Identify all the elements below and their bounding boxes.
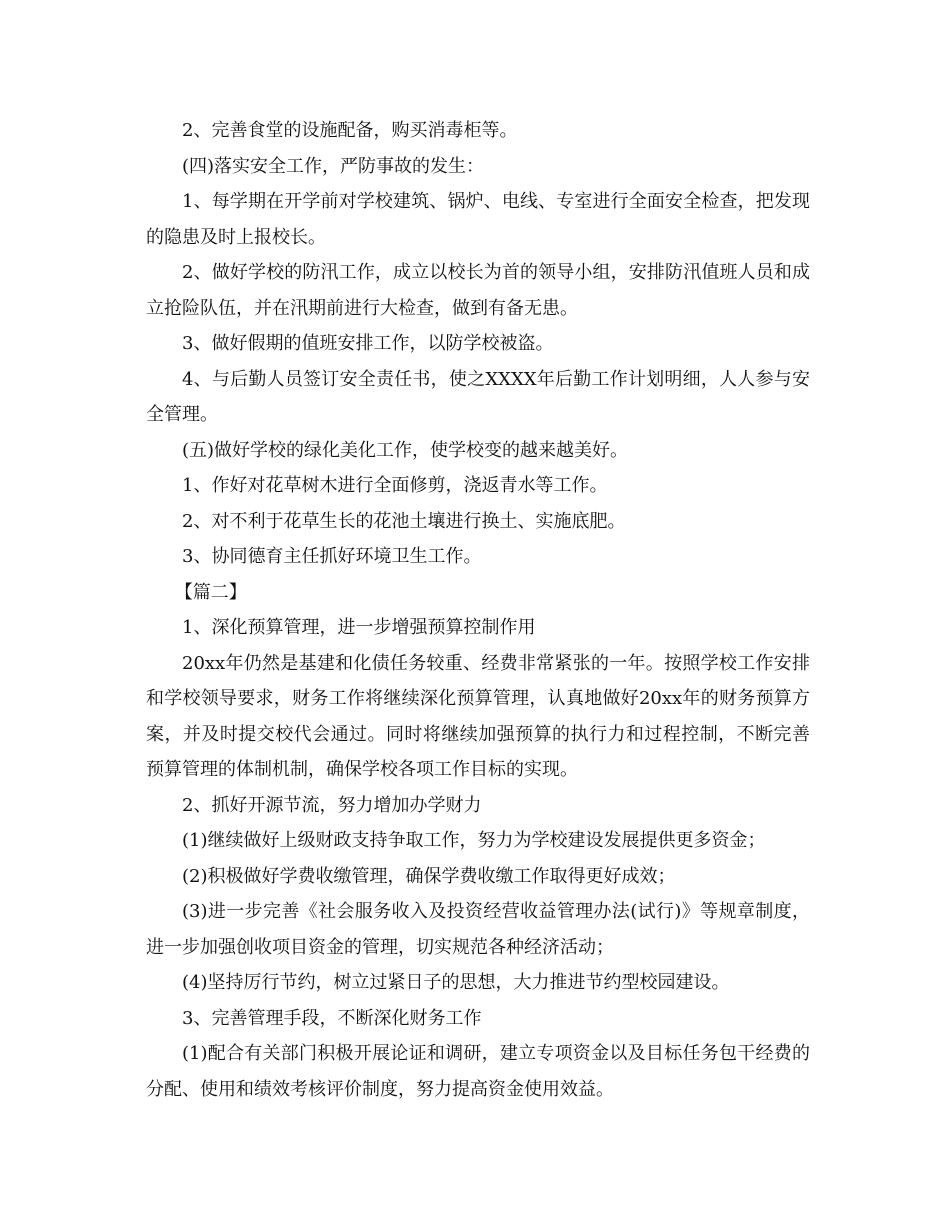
paragraph: (4)坚持厉行节约，树立过紧日子的思想，大力推进节约型校园建设。	[182, 972, 730, 993]
section-heading: (五)做好学校的绿化美化工作，使学校变的越来越美好。	[182, 439, 629, 461]
section-heading: 3、完善管理手段，不断深化财务工作	[182, 1007, 482, 1029]
paragraph: 20xx年仍然是基建和化债任务较重、经费非常紧张的一年。按照学校工作安排和学校领导要求，财务工作将继续深化预算管理，认真地做好20xx年的财务预算方案，并及时提交校代会通过。同时将继续加强预算的执行力和过程控制，不断完善预算管理的体制机制，确保学校各项工作目标的实现。	[146, 652, 810, 780]
paragraph: (1)配合有关部门积极开展论证和调研，建立专项资金以及目标任务包干经费的分配、使用和绩效考核评价制度，努力提高资金使用效益。	[146, 1043, 810, 1100]
paragraph: (1)继续做好上级财政支持争取工作，努力为学校建设发展提供更多资金；	[182, 830, 766, 851]
paragraph: 1、作好对花草树木进行全面修剪，浇返青水等工作。	[182, 475, 608, 496]
paragraph: 3、做好假期的值班安排工作，以防学校被盗。	[182, 333, 554, 354]
paragraph: 3、协同德育主任抓好环境卫生工作。	[182, 546, 482, 567]
paragraph: 2、做好学校的防汛工作，成立以校长为首的领导小组，安排防汛值班人员和成立抢险队伍，并在汛期前进行大检查，做到有备无患。	[146, 262, 810, 319]
document-body	[146, 113, 810, 1107]
paragraph: 2、完善食堂的设施配备，购买消毒柜等。	[182, 120, 518, 141]
section-heading: (四)落实安全工作，严防事故的发生：	[182, 155, 485, 177]
paragraph: 2、对不利于花草生长的花池土壤进行换土、实施底肥。	[182, 510, 626, 532]
paragraph: (3)进一步完善《社会服务收入及投资经营收益管理办法(试行)》等规章制度，进一步加强创收项目资金的管理，切实规范各种经济活动；	[146, 901, 810, 958]
paragraph: 4、与后勤人员签订安全责任书，使之XXXX年后勤工作计划明细，人人参与安全管理。	[146, 368, 810, 425]
section-heading: 1、深化预算管理，进一步增强预算控制作用	[182, 617, 536, 638]
paragraph: (2)积极做好学费收缴管理，确保学费收缴工作取得更好成效；	[182, 865, 676, 887]
paragraph: 1、每学期在开学前对学校建筑、锅炉、电线、专室进行全面安全检查，把发现的隐患及时上报校长。	[146, 191, 810, 248]
section-heading: 2、抓好开源节流，努力增加办学财力	[182, 794, 482, 816]
part-heading: 【篇二】	[174, 581, 247, 603]
